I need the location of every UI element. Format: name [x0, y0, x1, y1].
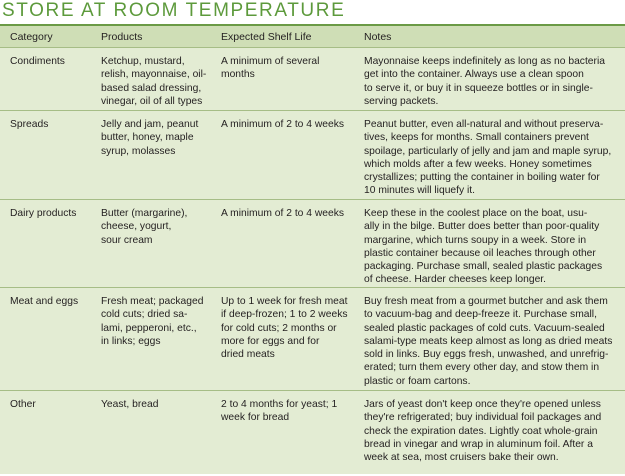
- cell-shelf-life: 2 to 4 months for yeast; 1 week for bread: [221, 399, 338, 424]
- cell-notes: Keep these in the coolest place on the boat, usu- ally in the bilge. Butter does better than poor-quality margarine, which turns soupy in a week. Store in plastic container because oil leaches through other packaging. Purchase small, sealed plastic packages of cheese. Harder cheeses keep longer.: [364, 208, 603, 286]
- cell-shelf-life: A minimum of 2 to 4 weeks: [221, 119, 345, 130]
- cell-products: Jelly and jam, peanut butter, honey, maple syrup, molasses: [101, 119, 199, 157]
- storage-table: [0, 24, 625, 474]
- cell-category: Condiments: [10, 56, 65, 67]
- cell-category: Meat and eggs: [10, 296, 79, 307]
- cell-products: Fresh meat; packaged cold cuts; dried sa- lami, pepperoni, etc., in links; eggs: [101, 296, 204, 347]
- cell-notes: Jars of yeast don't keep once they're opened unless they're refrigerated; buy individual foil packages and check the expiration dates. Lightly coat whole-grain bread in vinegar and wrap in aluminum foil. After a week at sea, most cruisers bake their own.: [364, 399, 602, 464]
- cell-shelf-life: A minimum of several months: [221, 56, 320, 81]
- table-row: [0, 199, 625, 287]
- table-row: [0, 390, 625, 476]
- cell-category: Dairy products: [10, 208, 77, 219]
- header-notes: Notes: [364, 31, 392, 43]
- header-shelf-life: Expected Shelf Life: [221, 31, 312, 43]
- cell-shelf-life: Up to 1 week for fresh meat if deep-frozen; 1 to 2 weeks for cold cuts; 2 months or more for eggs and for dried meats: [221, 296, 348, 361]
- cell-notes: Buy fresh meat from a gourmet butcher and ask them to vacuum-bag and deep-freeze it. Purchase small, sealed plastic packages of cold cuts. Vacuum-sealed salami-type meats keep almost as long as dried meats sold in links. Buy eggs fresh, unwashed, and unrefrig- erated; turn them every other day, and stow them in plastic or foam cartons.: [364, 296, 613, 387]
- cell-products: Yeast, bread: [101, 399, 159, 410]
- cell-notes: Peanut butter, even all-natural and without preserva- tives, keeps for months. Small containers prevent spoilage, particularly of jelly and jam and maple syrup, which molds after a few weeks. Honey sometimes crystallizes; putting the container in boiling water for 10 minutes will liquefy it.: [364, 119, 612, 197]
- cell-products: Ketchup, mustard, relish, mayonnaise, oil- based salad dressing, vinegar, oil of all types: [101, 56, 207, 107]
- cell-notes: Mayonnaise keeps indefinitely as long as no bacteria get into the container. Always use a clean spoon to serve it, or buy it in squeeze bottles or in single- serving packets.: [364, 56, 605, 107]
- table-row: [0, 110, 625, 199]
- header-products: Products: [101, 31, 143, 43]
- cell-shelf-life: A minimum of 2 to 4 weeks: [221, 208, 345, 219]
- cell-category: Other: [10, 399, 36, 410]
- page-title: STORE AT ROOM TEMPERATURE: [2, 0, 346, 21]
- cell-category: Spreads: [10, 119, 49, 130]
- table-row: [0, 287, 625, 390]
- table-header-row: [0, 26, 625, 48]
- header-category: Category: [10, 31, 53, 43]
- table-row: [0, 48, 625, 110]
- cell-products: Butter (margarine), cheese, yogurt, sour cream: [101, 208, 188, 246]
